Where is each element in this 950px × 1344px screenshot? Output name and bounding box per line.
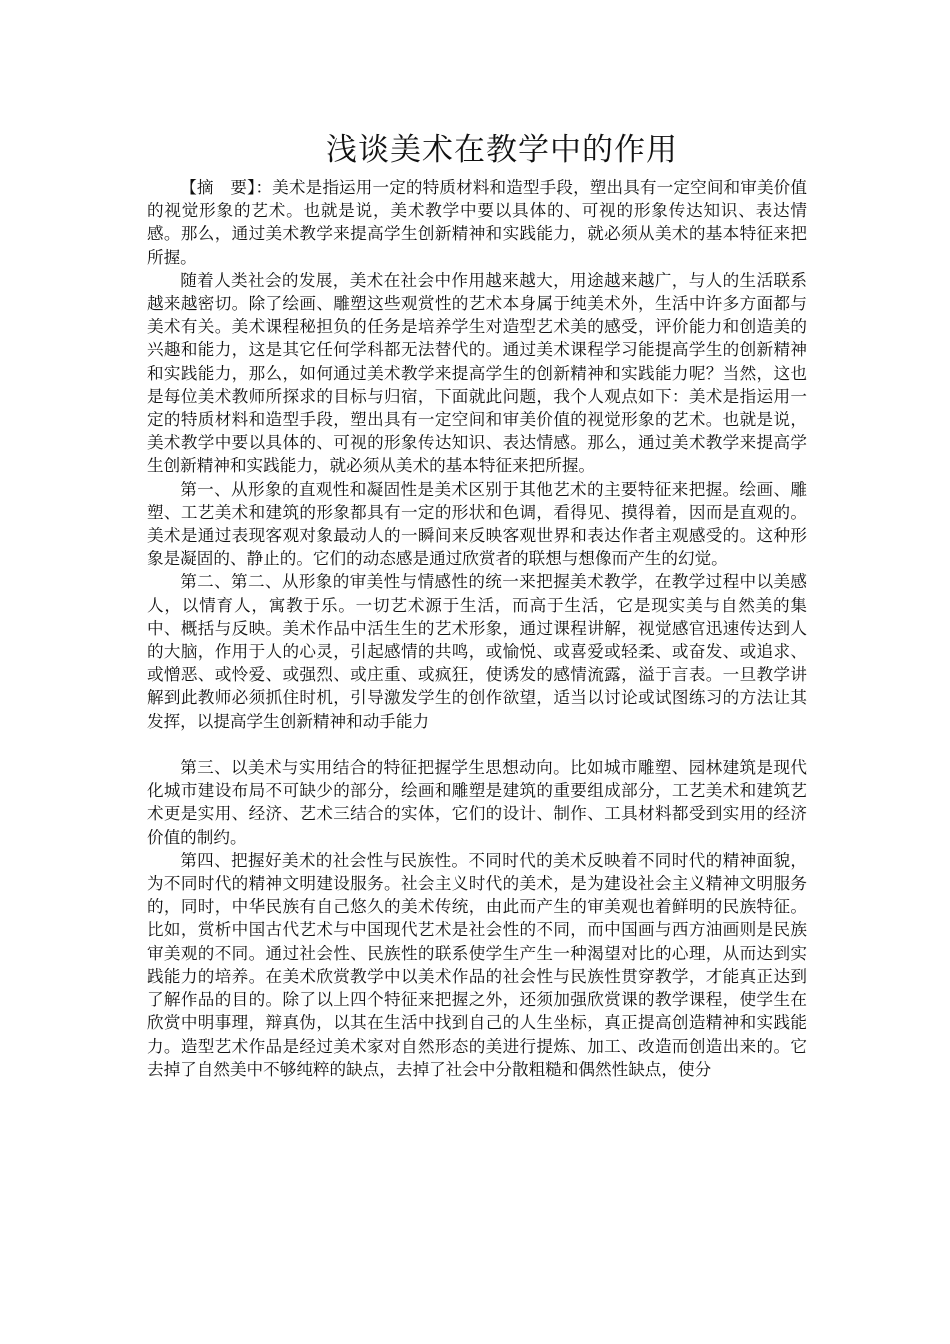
document-body <box>147 176 807 1081</box>
abstract-paragraph: 【摘 要】：美术是指运用一定的特质材料和造型手段，塑出具有一定空间和审美价值的视觉形象的艺术。也就是说，美术教学中要以具体的、可视的形象传达知识、表达情感。那么，通过美术教学来提高学生创新精神和实践能力，就必须从美术的基本特征来把所握。 <box>147 178 807 267</box>
document-title: 浅谈美术在教学中的作用 <box>326 132 678 168</box>
point-four-paragraph: 第四、把握好美术的社会性与民族性。不同时代的美术反映着不同时代的精神面貌，为不同时代的精神文明建设服务。社会主义时代的美术，是为建设社会主义精神文明服务的，同时，中华民族有自己悠久的美术传统，由此而产生的审美观也着鲜明的民族特征。比如，赏析中国古代艺术与中国现代艺术是社会性的不同，而中国画与西方油画则是民族审美观的不同。通过社会性、民族性的联系使学生产生一种渴望对比的心理，从而达到实践能力的培养。在美术欣赏教学中以美术作品的社会性与民族性贯穿教学，才能真正达到了解作品的目的。除了以上四个特征来把握之外，还须加强欣赏课的教学课程，使学生在欣赏中明事理，辩真伪，以其在生活中找到自己的人生坐标，真正提高创造精神和实践能力。造型艺术作品是经过美术家对自然形态的美进行提炼、加工、改造而创造出来的。它去掉了自然美中不够纯粹的缺点，去掉了社会中分散粗糙和偶然性缺点，使分 <box>147 850 807 1079</box>
intro-paragraph: 随着人类社会的发展，美术在社会中作用越来越大，用途越来越广，与人的生活联系越来越密切。除了绘画、雕塑这些观赏性的艺术本身属于纯美术外，生活中许多方面都与美术有关。美术课程秘担负的任务是培养学生对造型艺术美的感受，评价能力和创造美的兴趣和能力，这是其它任何学科都无法替代的。通过美术课程学习能提高学生的创新精神和实践能力，那么，如何通过美术教学来提高学生的创新精神和实践能力呢？当然，这也是每位美术教师所探求的目标与归宿，下面就此问题，我个人观点如下：美术是指运用一定的特质材料和造型手段，塑出具有一定空间和审美价值的视觉形象的艺术。也就是说，美术教学中要以具体的、可视的形象传达知识、表达情感。那么，通过美术教学来提高学生创新精神和实践能力，就必须从美术的基本特征来把所握。 <box>147 270 807 476</box>
paragraph-spacer <box>147 733 807 756</box>
point-one-paragraph: 第一、从形象的直观性和凝固性是美术区别于其他艺术的主要特征来把握。绘画、雕塑、工艺美术和建筑的形象都具有一定的形状和色调，看得见、摸得着，因而是直观的。美术是通过表现客观对象最动人的一瞬间来反映客观世界和表达作者主观感受的。这种形象是凝固的、静止的。它们的动态感是通过欣赏者的联想与想像而产生的幻觉。 <box>147 479 807 569</box>
point-three-paragraph: 第三、以美术与实用结合的特征把握学生思想动向。比如城市雕塑、园林建筑是现代化城市建设布局不可缺少的部分，绘画和雕塑是建筑的重要组成部分，工艺美术和建筑艺术更是实用、经济、艺术三结合的实体，它们的设计、制作、工具材料都受到实用的经济价值的制约。 <box>147 758 807 847</box>
point-two-paragraph: 第二、第二、从形象的审美性与情感性的统一来把握美术教学，在教学过程中以美感人，以情育人，寓教于乐。一切艺术源于生活，而高于生活，它是现实美与自然美的集中、概括与反映。美术作品中活生生的艺术形象，通过课程讲解，视觉感官迅速传达到人的大脑，作用于人的心灵，引起感情的共鸣，或愉悦、或喜爱或轻柔、或奋发、或追求、或憎恶、或怜爱、或强烈、或庄重、或疯狂，使诱发的感情流露，溢于言表。一旦教学讲解到此教师必须抓住时机，引导激发学生的创作欲望，适当以讨论或试图练习的方法让其发挥，以提高学生创新精神和动手能力 <box>147 572 807 731</box>
